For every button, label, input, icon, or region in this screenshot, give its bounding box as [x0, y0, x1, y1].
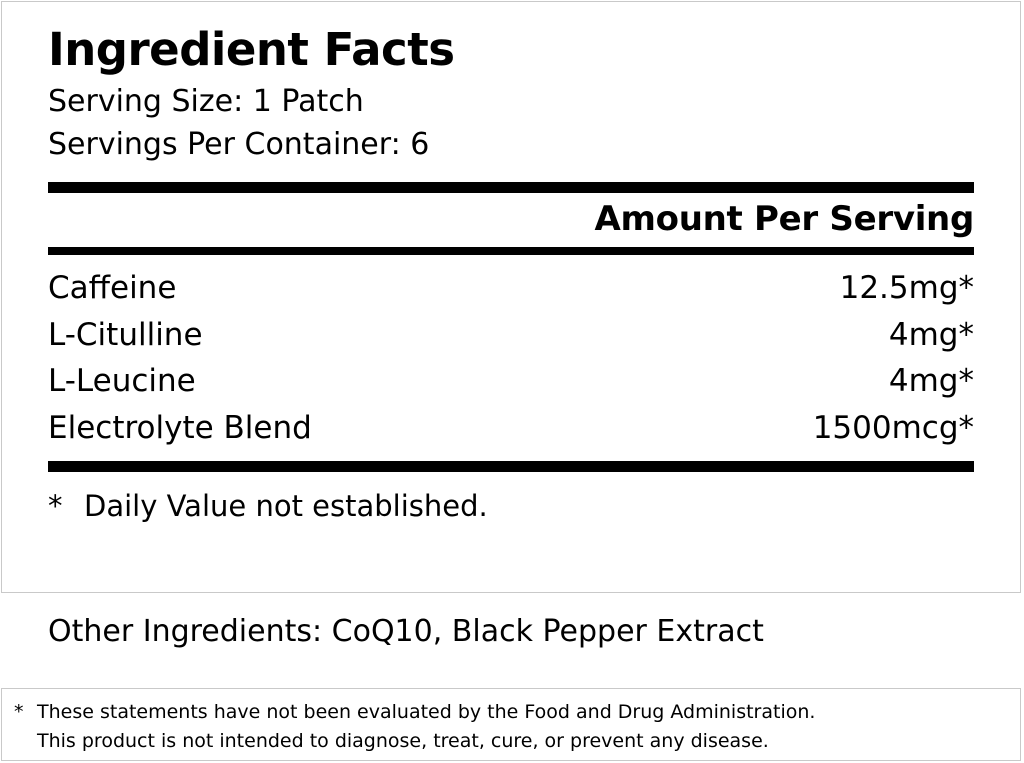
divider-top-thick: [48, 182, 974, 193]
table-row: [48, 312, 974, 359]
ingredient-rows: [48, 255, 974, 451]
ingredient-name: L-Leucine: [48, 363, 196, 400]
footnote-asterisk: *: [48, 489, 63, 524]
disclaimer-line-2: This product is not intended to diagnose, treat, cure, or prevent any disease.: [37, 729, 769, 752]
other-ingredients-text: Other Ingredients: CoQ10, Black Pepper Extract: [48, 614, 764, 649]
divider-bottom-thick: [48, 461, 974, 472]
table-row: [48, 265, 974, 312]
divider-under-header: [48, 247, 974, 255]
ingredient-amount: 1500mcg*: [812, 409, 974, 446]
ingredient-amount: 4mg*: [888, 363, 974, 400]
disclaimer-text-1: These statements have not been evaluated by the Food and Drug Administration.: [37, 701, 816, 723]
page-title: Ingredient Facts: [48, 23, 455, 76]
table-row: [48, 358, 974, 405]
amount-per-serving-header: Amount Per Serving: [594, 199, 974, 240]
daily-value-footnote: [48, 472, 974, 526]
disclaimer-asterisk: *: [14, 701, 24, 723]
ingredient-name: Caffeine: [48, 270, 177, 307]
fda-disclaimer-box: [1, 688, 1021, 761]
footnote-text: Daily Value not established.: [84, 489, 488, 524]
servings-per-container-text: Servings Per Container: 6: [48, 126, 430, 162]
facts-panel: [1, 1, 1021, 593]
disclaimer-line-1: [14, 698, 1010, 727]
serving-size-text: Serving Size: 1 Patch: [48, 84, 364, 120]
ingredient-amount: 12.5mg*: [839, 270, 974, 307]
ingredient-amount: 4mg*: [888, 316, 974, 353]
ingredient-name: L-Citulline: [48, 316, 203, 353]
ingredient-name: Electrolyte Blend: [48, 409, 312, 446]
table-row: [48, 405, 974, 452]
